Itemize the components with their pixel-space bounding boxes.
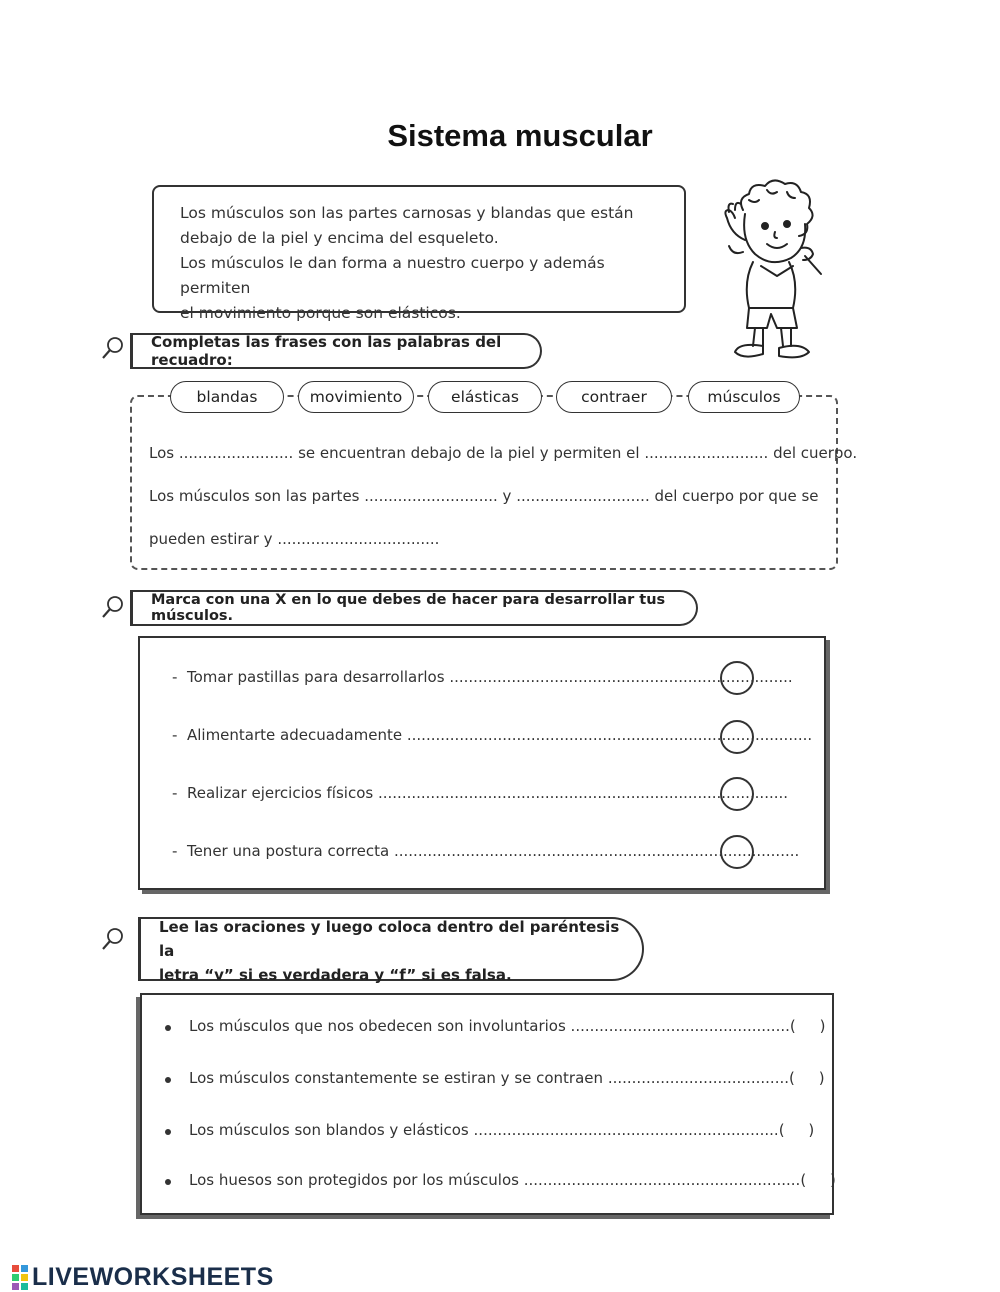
item-text: Los músculos constantemente se estiran y se contraen <box>189 1069 604 1087</box>
sentence-line <box>149 444 857 462</box>
tf-item <box>189 1171 836 1189</box>
logo-square <box>21 1274 28 1281</box>
blank[interactable]: ............................ <box>364 487 498 505</box>
word-chip: movimiento <box>298 381 414 413</box>
intro-line: el movimiento porque son elásticos. <box>180 304 461 322</box>
sentence-text: se encuentran debajo de la piel y permiten el <box>293 444 645 462</box>
sentence-text: del cuerpo por que se <box>649 487 819 505</box>
heading-line: Lee las oraciones y luego coloca dentro del paréntesis la <box>159 918 620 960</box>
word-chip: contraer <box>556 381 672 413</box>
item-text: Los huesos son protegidos por los músculos <box>189 1171 519 1189</box>
bullet <box>165 1025 171 1031</box>
sentence-text: Los músculos son las partes <box>149 487 365 505</box>
checklist-item <box>172 784 788 802</box>
answer-paren[interactable]: ( ) <box>778 1121 815 1139</box>
answer-paren[interactable]: ( ) <box>789 1017 826 1035</box>
checklist-item <box>172 726 812 744</box>
page-title: Sistema muscular <box>387 118 653 153</box>
answer-circle[interactable] <box>720 777 754 811</box>
leader-dots: ...................................................................................... <box>377 784 789 802</box>
word-chip: blandas <box>170 381 284 413</box>
leader-dots: ..................................................................................... <box>406 726 813 744</box>
answer-circle[interactable] <box>720 720 754 754</box>
bullet <box>165 1129 171 1135</box>
leader-dots: .............................................. <box>570 1017 790 1035</box>
blank[interactable]: .......................... <box>644 444 769 462</box>
bullet <box>165 1179 171 1185</box>
section1-heading: Completas las frases con las palabras del recuadro: <box>130 333 542 369</box>
sentence-text: y <box>497 487 517 505</box>
checklist-item <box>172 842 799 860</box>
magnifier-icon <box>100 594 126 620</box>
heading-line: letra “v” si es verdadera y “f” si es falsa. <box>159 966 512 984</box>
dash: - <box>172 784 178 802</box>
blank[interactable]: .................................. <box>277 530 440 548</box>
sentence-line <box>149 530 439 548</box>
section3-heading <box>138 917 644 984</box>
sentence-text: del cuerpo. <box>768 444 858 462</box>
answer-paren[interactable]: ( ) <box>789 1069 825 1087</box>
leader-dots: .......................................................... <box>523 1171 801 1189</box>
item-text: Alimentarte adecuadamente <box>186 726 403 744</box>
checklist-item <box>172 668 793 686</box>
dash: - <box>172 668 178 686</box>
tf-item <box>189 1017 825 1035</box>
dash: - <box>172 842 178 860</box>
sentence-text: pueden estirar y <box>149 530 278 548</box>
logo-square <box>21 1265 28 1272</box>
item-text: Tener una postura correcta <box>186 842 390 860</box>
logo-square <box>12 1283 19 1290</box>
word-chip: músculos <box>688 381 800 413</box>
blank[interactable]: ........................ <box>178 444 294 462</box>
item-text: Los músculos son blandos y elásticos <box>189 1121 469 1139</box>
answer-paren[interactable]: ( ) <box>800 1171 836 1189</box>
blank[interactable]: ............................ <box>516 487 650 505</box>
leader-dots: ................................................................ <box>473 1121 779 1139</box>
leader-dots: ...................................... <box>607 1069 789 1087</box>
item-text: Realizar ejercicios físicos <box>186 784 374 802</box>
logo-square <box>21 1283 28 1290</box>
intro-line: Los músculos le dan forma a nuestro cuerpo y además permiten <box>180 254 605 297</box>
leader-dots: ........................................................................ <box>449 668 793 686</box>
intro-box <box>152 185 686 322</box>
magnifier-icon <box>100 335 126 361</box>
tf-item <box>189 1121 814 1139</box>
logo-text: LIVEWORKSHEETS <box>32 1263 274 1291</box>
section2-heading: Marca con una X en lo que debes de hacer para desarrollar tus músculos. <box>130 590 698 626</box>
logo-grid-icon <box>12 1265 28 1290</box>
answer-circle[interactable] <box>720 661 754 695</box>
item-text: Tomar pastillas para desarrollarlos <box>186 668 445 686</box>
logo-square <box>12 1274 19 1281</box>
bullet <box>165 1077 171 1083</box>
magnifier-icon <box>100 926 126 952</box>
tf-item <box>189 1069 825 1087</box>
dash: - <box>172 726 178 744</box>
answer-circle[interactable] <box>720 835 754 869</box>
liveworksheets-logo[interactable] <box>12 1263 274 1292</box>
leader-dots: ..................................................................................... <box>393 842 800 860</box>
logo-square <box>12 1265 19 1272</box>
item-text: Los músculos que nos obedecen son involuntarios <box>189 1017 566 1035</box>
intro-line: debajo de la piel y encima del esqueleto. <box>180 229 499 247</box>
intro-line: Los músculos son las partes carnosas y blandas que están <box>180 204 634 222</box>
boy-illustration <box>705 170 845 370</box>
sentence-line <box>149 487 819 505</box>
sentence-text: Los <box>149 444 179 462</box>
word-chip: elásticas <box>428 381 542 413</box>
